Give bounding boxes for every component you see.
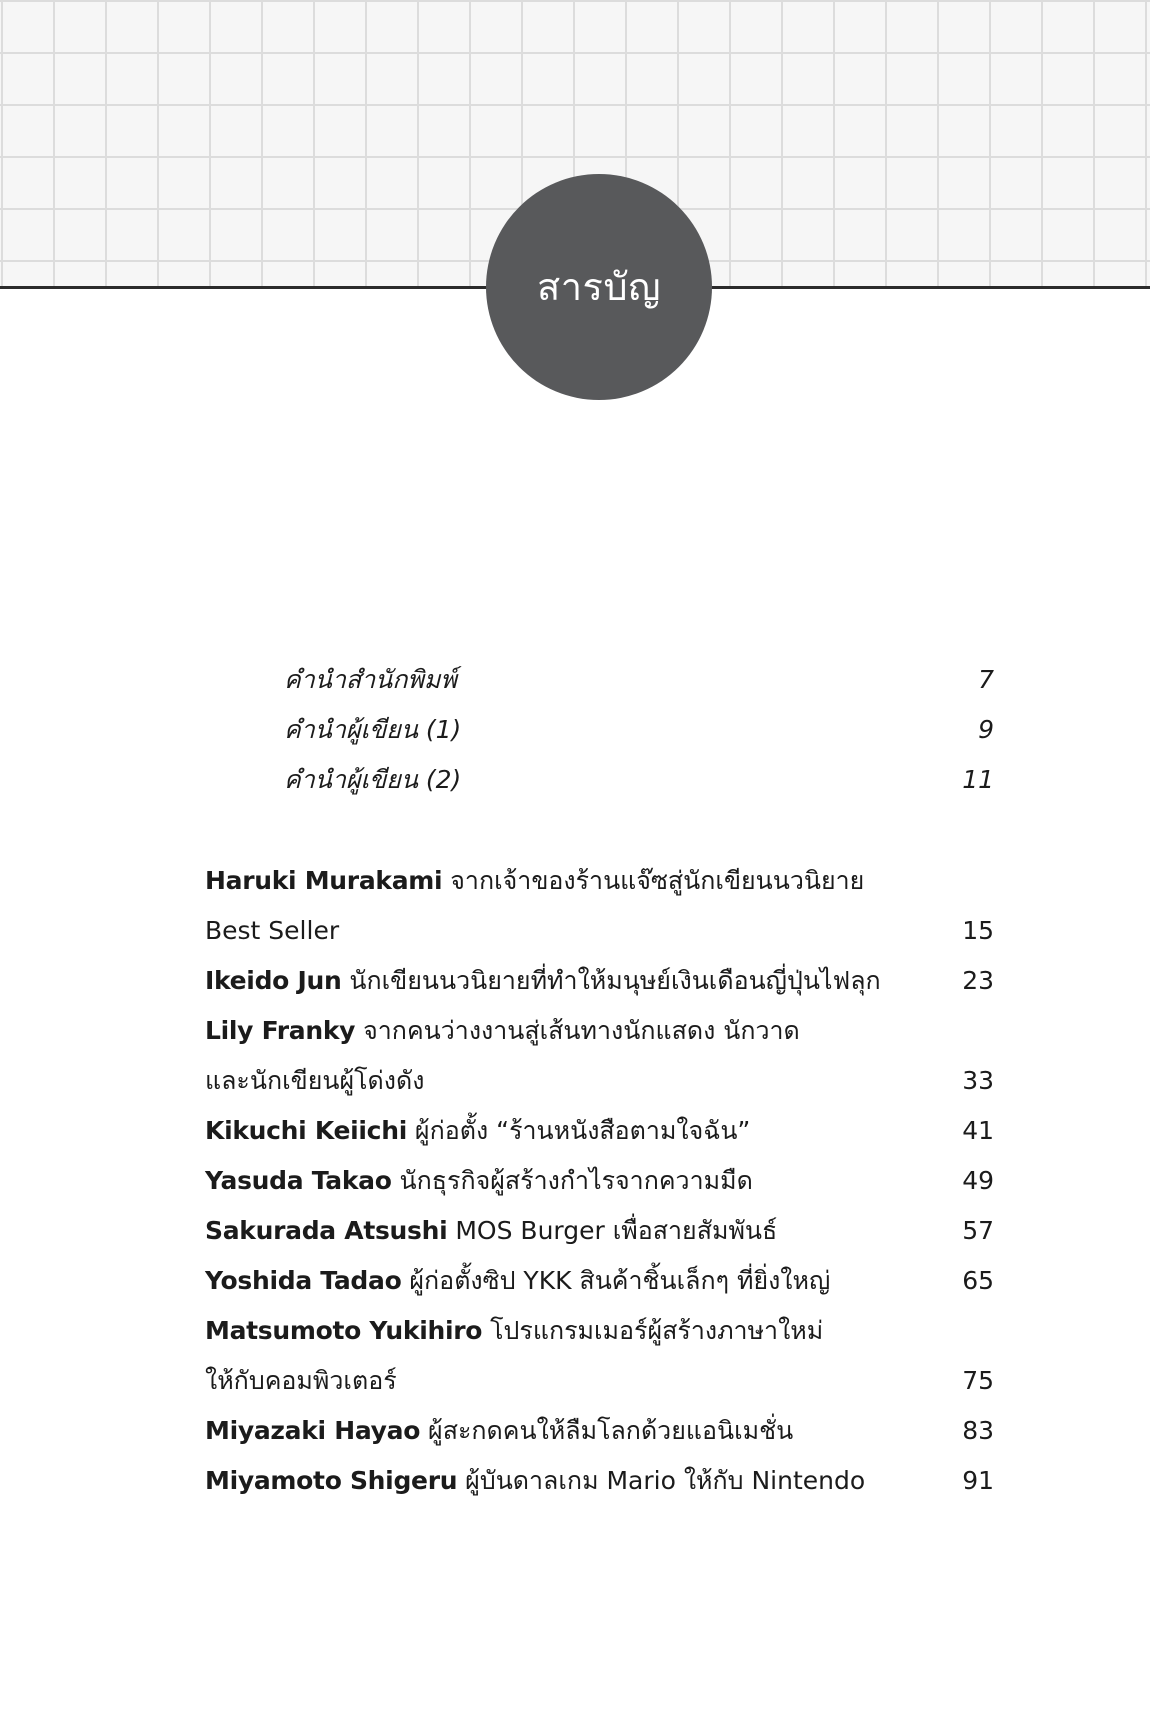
toc-chapter-line[interactable] <box>205 1211 994 1251</box>
toc-page-number: 9 <box>978 715 994 744</box>
chapter-person-name: Kikuchi Keiichi <box>205 1116 407 1145</box>
toc-page-number: 75 <box>962 1366 994 1395</box>
chapter-title: โปรแกรมเมอร์ผู้สร้างภาษาใหม่ <box>482 1316 824 1345</box>
toc-chapter-line[interactable] <box>205 1011 994 1051</box>
chapter-title: ผู้บันดาลเกม Mario ให้กับ Nintendo <box>457 1466 866 1495</box>
toc-front-entry[interactable] <box>284 710 994 750</box>
toc-chapter-line[interactable] <box>205 1161 994 1201</box>
toc-page-number: 15 <box>962 916 994 945</box>
chapter-person-name: Haruki Murakami <box>205 866 443 895</box>
toc-page-number: 23 <box>962 966 994 995</box>
chapter-person-name: Miyazaki Hayao <box>205 1416 421 1445</box>
toc-chapter-line[interactable] <box>205 1411 994 1451</box>
toc-entry-title: คำนำผู้เขียน (2) <box>284 765 462 794</box>
chapter-title: นักเขียนนวนิยายที่ทำให้มนุษย์เงินเดือนญี่ปุ่นไฟลุก <box>341 966 881 995</box>
chapter-title-continued: Best Seller <box>205 916 340 945</box>
toc-entry-title: คำนำผู้เขียน (1) <box>284 715 462 744</box>
toc-page-number: 11 <box>962 765 994 794</box>
chapter-person-name: Matsumoto Yukihiro <box>205 1316 483 1345</box>
page-title: สารบัญ <box>537 264 661 309</box>
toc-chapter-line[interactable] <box>205 1461 994 1501</box>
toc-entry-title: คำนำสำนักพิมพ์ <box>284 665 457 694</box>
toc-page-number: 49 <box>962 1166 994 1195</box>
chapter-person-name: Lily Franky <box>205 1016 356 1045</box>
chapter-title: จากเจ้าของร้านแจ๊ซสู่นักเขียนนวนิยาย <box>442 866 865 895</box>
chapter-person-name: Sakurada Atsushi <box>205 1216 448 1245</box>
toc-page-number: 65 <box>962 1266 994 1295</box>
chapter-title: MOS Burger เพื่อสายสัมพันธ์ <box>447 1216 778 1245</box>
toc-page-number: 91 <box>962 1466 994 1495</box>
chapter-title: ผู้ก่อตั้งซิป YKK สินค้าชิ้นเล็กๆ ที่ยิ่งใหญ่ <box>401 1266 831 1295</box>
chapter-title: จากคนว่างงานสู่เส้นทางนักแสดง นักวาด <box>355 1016 800 1045</box>
chapter-title-continued: และนักเขียนผู้โด่งดัง <box>205 1066 425 1095</box>
toc-chapter-line[interactable] <box>205 1061 994 1101</box>
toc-chapter-line[interactable] <box>205 1111 994 1151</box>
chapter-person-name: Yoshida Tadao <box>205 1266 402 1295</box>
chapter-title: ผู้ก่อตั้ง “ร้านหนังสือตามใจฉัน” <box>406 1116 751 1145</box>
toc-chapter-line[interactable] <box>205 961 994 1001</box>
toc-page-number: 41 <box>962 1116 994 1145</box>
chapter-title: ผู้สะกดคนให้ลืมโลกด้วยแอนิเมชั่น <box>420 1416 794 1445</box>
toc-chapter-line[interactable] <box>205 911 994 951</box>
toc-front-entry[interactable] <box>284 660 994 700</box>
toc-page-number: 33 <box>962 1066 994 1095</box>
chapter-title: นักธุรกิจผู้สร้างกำไรจากความมืด <box>391 1166 753 1195</box>
chapter-person-name: Miyamoto Shigeru <box>205 1466 458 1495</box>
toc-chapter-line[interactable] <box>205 861 994 901</box>
chapter-person-name: Ikeido Jun <box>205 966 342 995</box>
toc-chapter-line[interactable] <box>205 1361 994 1401</box>
toc-page-number: 83 <box>962 1416 994 1445</box>
toc-page-number: 7 <box>978 665 994 694</box>
chapter-title-continued: ให้กับคอมพิวเตอร์ <box>205 1366 397 1395</box>
toc-chapter-line[interactable] <box>205 1311 994 1351</box>
toc-front-entry[interactable] <box>284 760 994 800</box>
chapter-person-name: Yasuda Takao <box>205 1166 392 1195</box>
toc-chapter-line[interactable] <box>205 1261 994 1301</box>
toc-page-number: 57 <box>962 1216 994 1245</box>
